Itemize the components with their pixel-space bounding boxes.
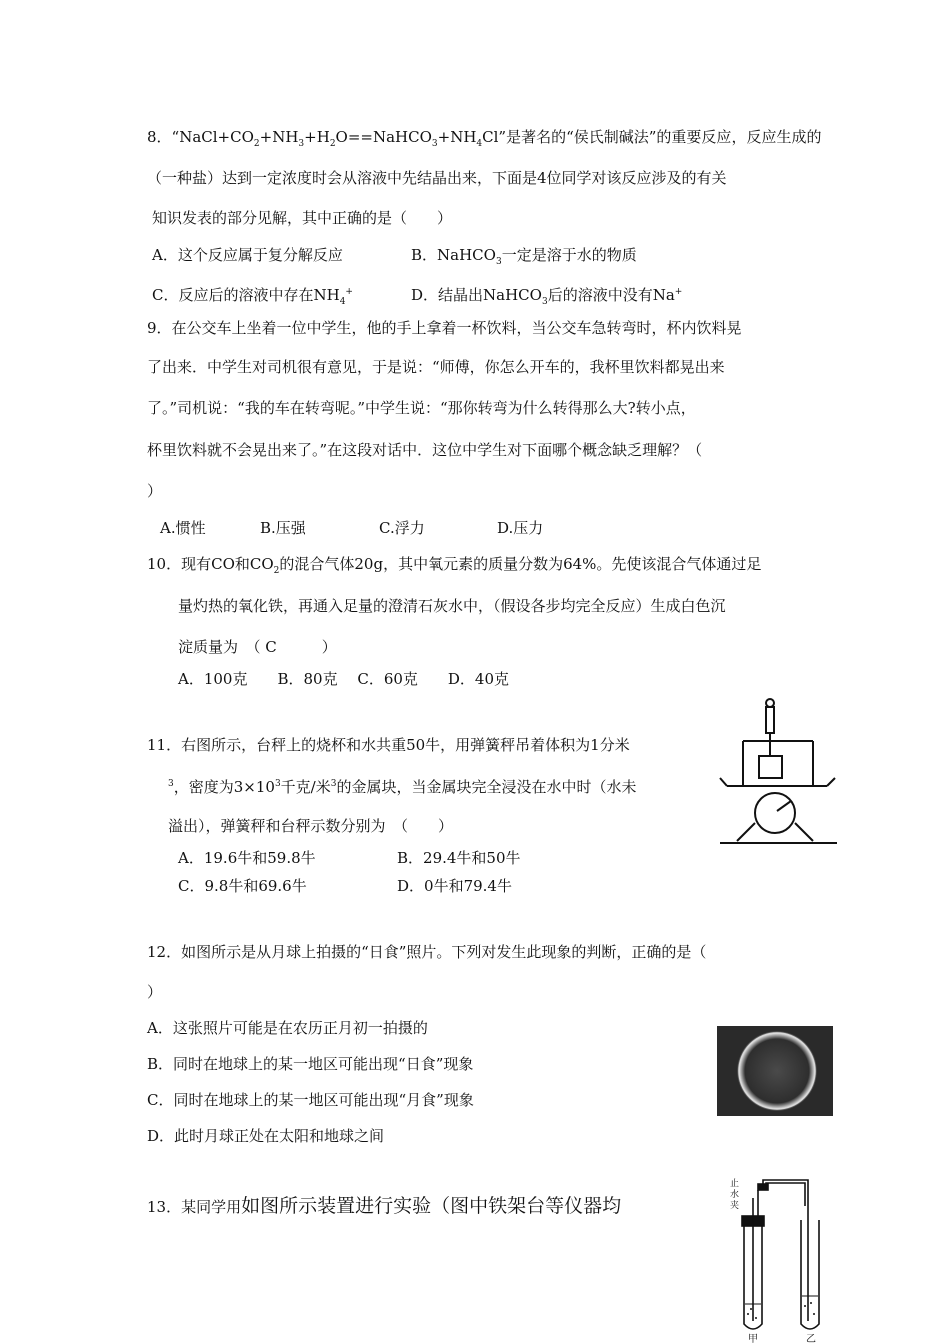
q10-options: A．100克 B．80克 C．60克 D．40克 <box>178 670 510 688</box>
q9-stem-line3: 了。”司机说：“我的车在转弯呢。”中学生说：“那你转弯为什么转得那么大?转小点， <box>147 399 696 417</box>
clip-label: 止 <box>730 1179 740 1189</box>
q12-option-a: A．这张照片可能是在农历正月初一拍摄的 <box>147 1019 428 1037</box>
q10-stem-line3: 淀质量为 （ C ） <box>178 638 337 656</box>
q10-stem-line1: 10．现有CO和$CO_2$的混合气体20g，其中氧元素的质量分数为64%。先使该混合气体通过足 <box>147 555 762 576</box>
q9-option-a: A.惯性 <box>160 519 206 537</box>
q8-option-b: B．NaHCO$_3$一定是溶于水的物质 <box>411 246 637 267</box>
q9-option-b: B.压强 <box>260 519 306 537</box>
q11-option-a: A．19.6牛和59.8牛 <box>178 849 316 867</box>
q12-stem-line2: ） <box>147 983 163 1001</box>
q8-stem-line2: （一种盐）达到一定浓度时会从溶液中先结晶出来，下面是4位同学对该反应涉及的有关 <box>147 169 727 187</box>
q9-stem-line4: 杯里饮料就不会晃出来了。”在这段对话中．这位中学生对下面哪个概念缺乏理解？（ <box>147 441 703 459</box>
q10-stem-line2: 量灼热的氧化铁，再通入足量的澄清石灰水中，（假设各步均完全反应）生成白色沉 <box>178 597 726 615</box>
q9-stem-line5: ） <box>147 482 163 500</box>
q11-option-c: C．9.8牛和69.6牛 <box>178 877 307 895</box>
q12-option-c: C．同时在地球上的某一地区可能出现“月食”现象 <box>147 1091 474 1109</box>
q9-stem-line2: 了出来．中学生对司机很有意见，于是说：“师傅，你怎么开车的，我杯里饮料都晃出来 <box>147 358 725 376</box>
q9-stem-line1: 9．在公交车上坐着一位中学生，他的手上拿着一杯饮料，当公交车急转弯时，杯内饮料晃 <box>147 319 742 337</box>
test-tube-apparatus <box>728 1176 828 1344</box>
tube-jia-label: 甲 <box>748 1334 758 1344</box>
q11-stem-line2: $^3$，密度为$3\times 10^3$千克/米$^3$的金属块，当金属块完全浸没在水中时（水未 <box>168 778 637 796</box>
q11-option-b: B．29.4牛和50牛 <box>397 849 521 867</box>
q11-option-d: D．0牛和79.4牛 <box>397 877 512 895</box>
q8-stem-line1: 8．“$NaCl+CO_2+NH_3+H_2O==NaHCO_3+NH_4Cl$”是著名的“侯氏制碱法”的重要反应，反应生成的 <box>147 128 822 149</box>
svg-text:夹: 夹 <box>730 1201 740 1211</box>
q12-stem-line1: 12．如图所示是从月球上拍摄的“日食”照片。下列对发生此现象的判断，正确的是（ <box>147 943 707 961</box>
q13-stem-line1: 13．某同学用如图所示装置进行实验（图中铁架台等仪器均 <box>147 1195 622 1217</box>
q8-option-a: A．这个反应属于复分解反应 <box>152 246 343 264</box>
q12-option-d: D．此时月球正处在太阳和地球之间 <box>147 1127 385 1145</box>
q8-option-d: D．结晶出NaHCO$_3$后的溶液中没有Na+ <box>411 286 683 307</box>
q9-option-c: C.浮力 <box>379 519 425 537</box>
q11-stem-line1: 11．右图所示，台秤上的烧杯和水共重50牛，用弹簧秤吊着体积为1分米 <box>147 736 630 754</box>
q12-option-b: B．同时在地球上的某一地区可能出现“日食”现象 <box>147 1055 474 1073</box>
eclipse-photo <box>717 1026 833 1116</box>
tube-yi-label: 乙 <box>806 1334 816 1344</box>
q8-option-c: C．反应后的溶液中存在$NH_4^+$ <box>152 286 353 307</box>
q9-option-d: D.压力 <box>497 519 544 537</box>
svg-text:水: 水 <box>730 1190 740 1200</box>
q11-stem-line3: 溢出），弹簧秤和台秤示数分别为 （ ） <box>168 817 454 835</box>
spring-scale-diagram <box>715 696 840 846</box>
q8-stem-line3: 知识发表的部分见解，其中正确的是（ ） <box>152 209 453 227</box>
